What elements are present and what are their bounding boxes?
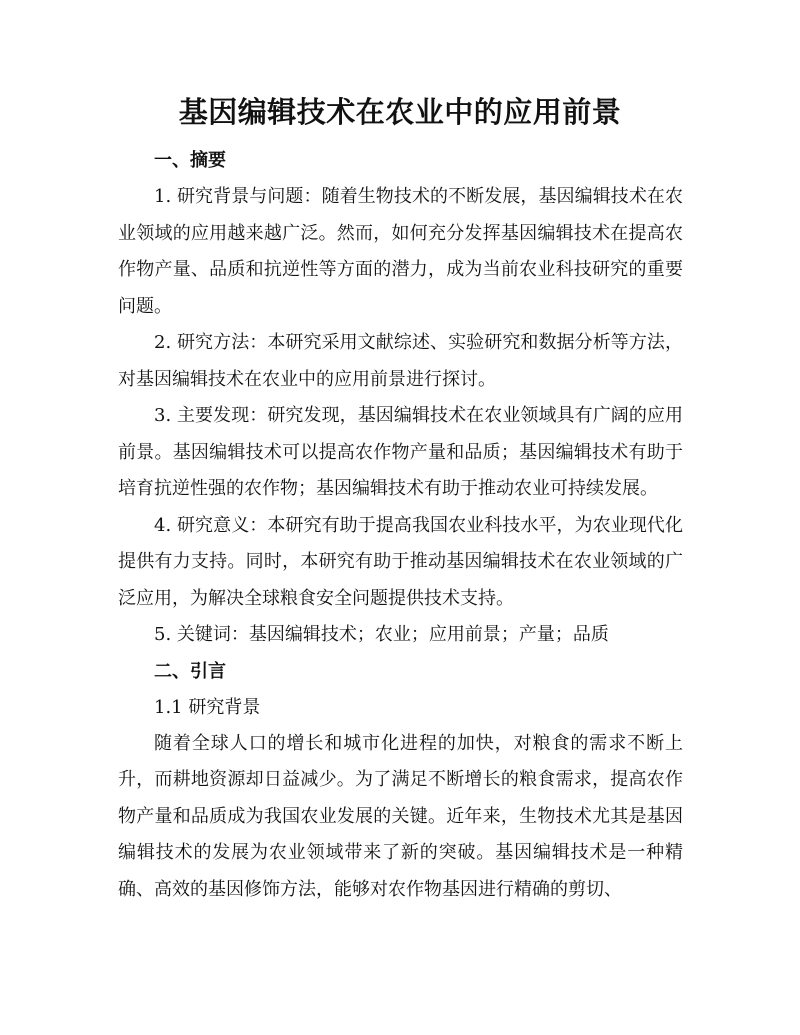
section-heading-introduction: 二、引言: [154, 660, 226, 682]
abstract-paragraph-findings: 3. 主要发现：研究发现，基因编辑技术在农业领域具有广阔的应用前景。基因编辑技术可以提高农作物产量和品质；基因编辑技术有助于培育抗逆性强的农作物；基因编辑技术有助于推动农业可持续发展。: [118, 405, 683, 499]
abstract-paragraph-background: 1. 研究背景与问题：随着生物技术的不断发展，基因编辑技术在农业领域的应用越来越广泛。然而，如何充分发挥基因编辑技术在提高农作物产量、品质和抗逆性等方面的潜力，成为当前农业科技研究的重要问题。: [118, 186, 683, 317]
subsection-heading-background: 1.1 研究背景: [154, 696, 261, 718]
document-title: 基因编辑技术在农业中的应用前景: [178, 95, 622, 129]
abstract-paragraph-methods: 2. 研究方法：本研究采用文献综述、实验研究和数据分析等方法，对基因编辑技术在农业中的应用前景进行探讨。: [118, 332, 683, 390]
introduction-paragraph: 随着全球人口的增长和城市化进程的加快，对粮食的需求不断上升，而耕地资源却日益减少。为了满足不断增长的粮食需求，提高农作物产量和品质成为我国农业发展的关键。近年来，生物技术尤其是基因编辑技术的发展为农业领域带来了新的突破。基因编辑技术是一种精确、高效的基因修饰方法，能够对农作物基因进行精确的剪切、: [118, 732, 683, 900]
abstract-paragraph-significance: 4. 研究意义：本研究有助于提高我国农业科技水平，为农业现代化提供有力支持。同时，本研究有助于推动基因编辑技术在农业领域的广泛应用，为解决全球粮食安全问题提供技术支持。: [118, 514, 683, 609]
document-body: [118, 143, 683, 908]
abstract-paragraph-keywords: 5. 关键词：基因编辑技术；农业；应用前景；产量；品质: [154, 624, 609, 645]
section-heading-abstract: 一、摘要: [154, 150, 226, 171]
